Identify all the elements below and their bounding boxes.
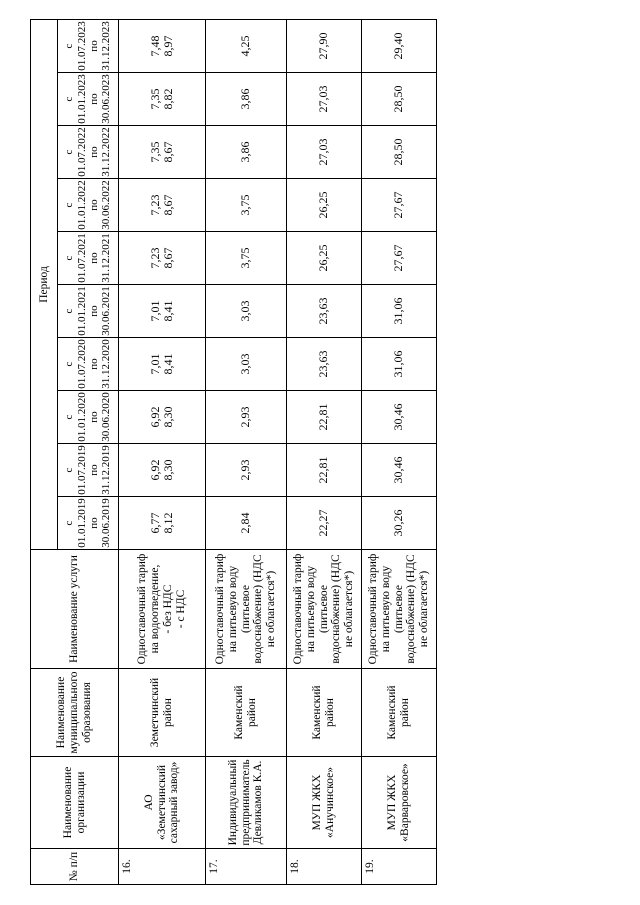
- tariff-value-cell: [119, 338, 206, 391]
- tariff-value: 7,23: [147, 194, 162, 216]
- tariff-value-cell: [119, 497, 206, 550]
- tariff-value-cell: [206, 444, 287, 497]
- tariff-value: 8,67: [161, 194, 175, 216]
- period-end: 30.06.2023: [100, 74, 113, 124]
- tariff-value-cell: [206, 179, 287, 232]
- municipality-cell: Земетчинский район: [119, 669, 206, 757]
- period-header-cell: [58, 19, 119, 72]
- period-from: с 01.07.2022: [63, 127, 88, 177]
- tariff-value-cell: [287, 179, 362, 232]
- tariff-value: 7,35: [147, 88, 162, 110]
- tariff-value: 8,12: [161, 512, 175, 534]
- tariff-value: 29,40: [391, 32, 406, 60]
- tariff-value: 3,03: [238, 300, 253, 322]
- tariff-value: 6,92: [147, 406, 162, 428]
- period-from: с 01.07.2023: [63, 21, 88, 71]
- organization-cell: Индивидуальный предприниматель Девликамов К.А.: [206, 757, 287, 849]
- tariff-value: 22,27: [316, 509, 331, 537]
- service-cell: [206, 550, 287, 669]
- tariff-value: 26,25: [316, 191, 331, 219]
- tariff-value-cell: [287, 126, 362, 179]
- service-line: Одноставочный тариф на питьевую воду (питьевое водоснабжение) (НДС не облагается*): [213, 553, 278, 665]
- tariff-value-cell: [362, 285, 437, 338]
- tariff-value-cell: [119, 179, 206, 232]
- tariff-value-cell: [362, 19, 437, 72]
- period-to: по: [88, 464, 100, 476]
- tariff-value-cell: [206, 391, 287, 444]
- tariff-value-cell: [119, 232, 206, 285]
- tariff-value-cell: [119, 73, 206, 126]
- service-cell: [119, 550, 206, 669]
- tariff-value: 8,41: [161, 353, 175, 375]
- tariff-value: 27,03: [316, 138, 331, 166]
- tariff-value-cell: [287, 232, 362, 285]
- service-line: Одноставочный тариф на питьевую воду (питьевое водоснабжение) (НДС не облагается*): [366, 553, 431, 665]
- table-row: [119, 19, 206, 884]
- row-number-cell: 16.: [119, 849, 206, 885]
- header-num: № п/п: [31, 849, 119, 885]
- period-end: 30.06.2021: [100, 286, 113, 336]
- period-end: 31.12.2021: [100, 233, 113, 283]
- period-end: 31.12.2023: [100, 21, 113, 71]
- period-end: 31.12.2020: [100, 339, 113, 389]
- period-end: 30.06.2019: [100, 498, 113, 548]
- tariff-value: 7,35: [147, 141, 162, 163]
- tariff-value-cell: [362, 338, 437, 391]
- period-to: по: [88, 146, 100, 158]
- period-from: с 01.01.2019: [63, 498, 88, 548]
- service-line: - без НДС: [162, 584, 174, 634]
- period-end: 30.06.2020: [100, 392, 113, 442]
- tariff-value-cell: [206, 126, 287, 179]
- header-organization: Наименование организации: [31, 757, 119, 849]
- tariff-value-cell: [119, 391, 206, 444]
- tariff-value-cell: [362, 126, 437, 179]
- header-municipality: Наименование муниципального образования: [31, 669, 119, 757]
- period-to: по: [88, 252, 100, 264]
- tariff-value: 22,81: [316, 456, 331, 484]
- tariff-value: 7,48: [147, 35, 162, 57]
- period-header-cell: [58, 179, 119, 232]
- tariff-value-cell: [119, 285, 206, 338]
- tariff-value-cell: [362, 73, 437, 126]
- tariff-value-cell: [206, 73, 287, 126]
- tariff-value: 8,30: [161, 459, 175, 481]
- organization-cell: МУП ЖКХ «Варваровское»: [362, 757, 437, 849]
- row-number-cell: 18.: [287, 849, 362, 885]
- period-to: по: [88, 411, 100, 423]
- tariff-value-cell: [287, 285, 362, 338]
- tariff-value: 23,63: [316, 350, 331, 378]
- tariff-value-cell: [119, 126, 206, 179]
- tariff-value-cell: [362, 444, 437, 497]
- service-line: Одноставочный тариф на водоотведение,: [136, 553, 162, 665]
- tariff-value: 31,06: [391, 350, 406, 378]
- table-body: [119, 19, 437, 884]
- municipality-cell: Каменский район: [206, 669, 287, 757]
- tariff-value: 3,86: [238, 88, 253, 110]
- tariff-value: 28,50: [391, 138, 406, 166]
- tariff-value: 30,46: [391, 456, 406, 484]
- tariff-value-cell: [206, 497, 287, 550]
- tariff-value: 7,23: [147, 247, 162, 269]
- period-header-cell: [58, 391, 119, 444]
- tariff-value: 8,30: [161, 406, 175, 428]
- period-header-cell: [58, 497, 119, 550]
- tariff-value: 22,81: [316, 403, 331, 431]
- tariff-value-cell: [287, 338, 362, 391]
- tariff-value: 8,97: [161, 35, 175, 57]
- tariff-value: 4,25: [238, 35, 253, 57]
- tariff-value-cell: [206, 232, 287, 285]
- tariff-value-cell: [287, 444, 362, 497]
- tariff-value-cell: [287, 73, 362, 126]
- tariff-value: 23,63: [316, 297, 331, 325]
- period-to: по: [88, 358, 100, 370]
- tariff-value: 30,26: [391, 509, 406, 537]
- tariff-value: 6,92: [147, 459, 162, 481]
- tariff-value-cell: [119, 444, 206, 497]
- tariff-value: 3,75: [238, 194, 253, 216]
- tariff-value: 27,67: [391, 244, 406, 272]
- row-number-cell: 17.: [206, 849, 287, 885]
- tariff-value-cell: [362, 179, 437, 232]
- period-header-cell: [58, 73, 119, 126]
- period-header-cell: [58, 285, 119, 338]
- period-from: с 01.07.2020: [63, 339, 88, 389]
- tariff-value: 26,25: [316, 244, 331, 272]
- tariff-value: 6,77: [147, 512, 162, 534]
- tariff-value: 2,84: [238, 512, 253, 534]
- tariff-value: 3,86: [238, 141, 253, 163]
- tariff-value: 8,41: [161, 300, 175, 322]
- tariff-value-cell: [287, 391, 362, 444]
- tariff-value: 30,46: [391, 403, 406, 431]
- organization-cell: МУП ЖКХ «Анучинское»: [287, 757, 362, 849]
- period-from: с 01.01.2022: [63, 180, 88, 230]
- tariff-value: 2,93: [238, 406, 253, 428]
- period-end: 30.06.2022: [100, 180, 113, 230]
- period-to: по: [88, 93, 100, 105]
- period-header-cell: [58, 126, 119, 179]
- header-row-main: [31, 19, 58, 884]
- period-header-cell: [58, 444, 119, 497]
- table-row: [287, 19, 362, 884]
- tariff-value-cell: [206, 338, 287, 391]
- tariff-value-cell: [362, 232, 437, 285]
- service-line: Одноставочный тариф на питьевую воду (питьевое водоснабжение) (НДС не облагается*): [291, 553, 356, 665]
- tariff-value-cell: [362, 391, 437, 444]
- tariff-value: 7,01: [147, 300, 162, 322]
- tariff-value: 27,03: [316, 85, 331, 113]
- period-header-cell: [58, 338, 119, 391]
- period-end: 31.12.2019: [100, 445, 113, 495]
- municipality-cell: Каменский район: [362, 669, 437, 757]
- tariff-value: 3,75: [238, 247, 253, 269]
- tariff-value: 27,90: [316, 32, 331, 60]
- period-header-cell: [58, 232, 119, 285]
- municipality-cell: Каменский район: [287, 669, 362, 757]
- tariff-value: 8,67: [161, 141, 175, 163]
- period-to: по: [88, 305, 100, 317]
- period-to: по: [88, 517, 100, 529]
- period-from: с 01.01.2023: [63, 74, 88, 124]
- period-to: по: [88, 40, 100, 52]
- service-cell: [287, 550, 362, 669]
- tariff-value-cell: [119, 19, 206, 72]
- tariff-value: 2,93: [238, 459, 253, 481]
- tariff-value-cell: [206, 19, 287, 72]
- tariff-value-cell: [287, 497, 362, 550]
- service-cell: [362, 550, 437, 669]
- tariff-value: 8,67: [161, 247, 175, 269]
- period-from: с 01.01.2021: [63, 286, 88, 336]
- tariff-table: [30, 19, 437, 885]
- period-from: с 01.01.2020: [63, 392, 88, 442]
- tariff-value-cell: [362, 497, 437, 550]
- period-from: с 01.07.2019: [63, 445, 88, 495]
- organization-cell: АО «Земетчинский сахарный завод»: [119, 757, 206, 849]
- table-row: [362, 19, 437, 884]
- tariff-value: 3,03: [238, 353, 253, 375]
- tariff-value-cell: [287, 19, 362, 72]
- tariff-value: 31,06: [391, 297, 406, 325]
- tariff-value: 7,01: [147, 353, 162, 375]
- row-number-cell: 19.: [362, 849, 437, 885]
- tariff-value-cell: [206, 285, 287, 338]
- tariff-value: 28,50: [391, 85, 406, 113]
- header-period: Период: [31, 19, 58, 549]
- period-end: 31.12.2022: [100, 127, 113, 177]
- tariff-value: 8,82: [161, 88, 175, 110]
- period-from: с 01.07.2021: [63, 233, 88, 283]
- table-row: [206, 19, 287, 884]
- service-line: - с НДС: [174, 589, 187, 629]
- tariff-value: 27,67: [391, 191, 406, 219]
- period-to: по: [88, 199, 100, 211]
- header-service: Наименование услуги: [31, 550, 119, 669]
